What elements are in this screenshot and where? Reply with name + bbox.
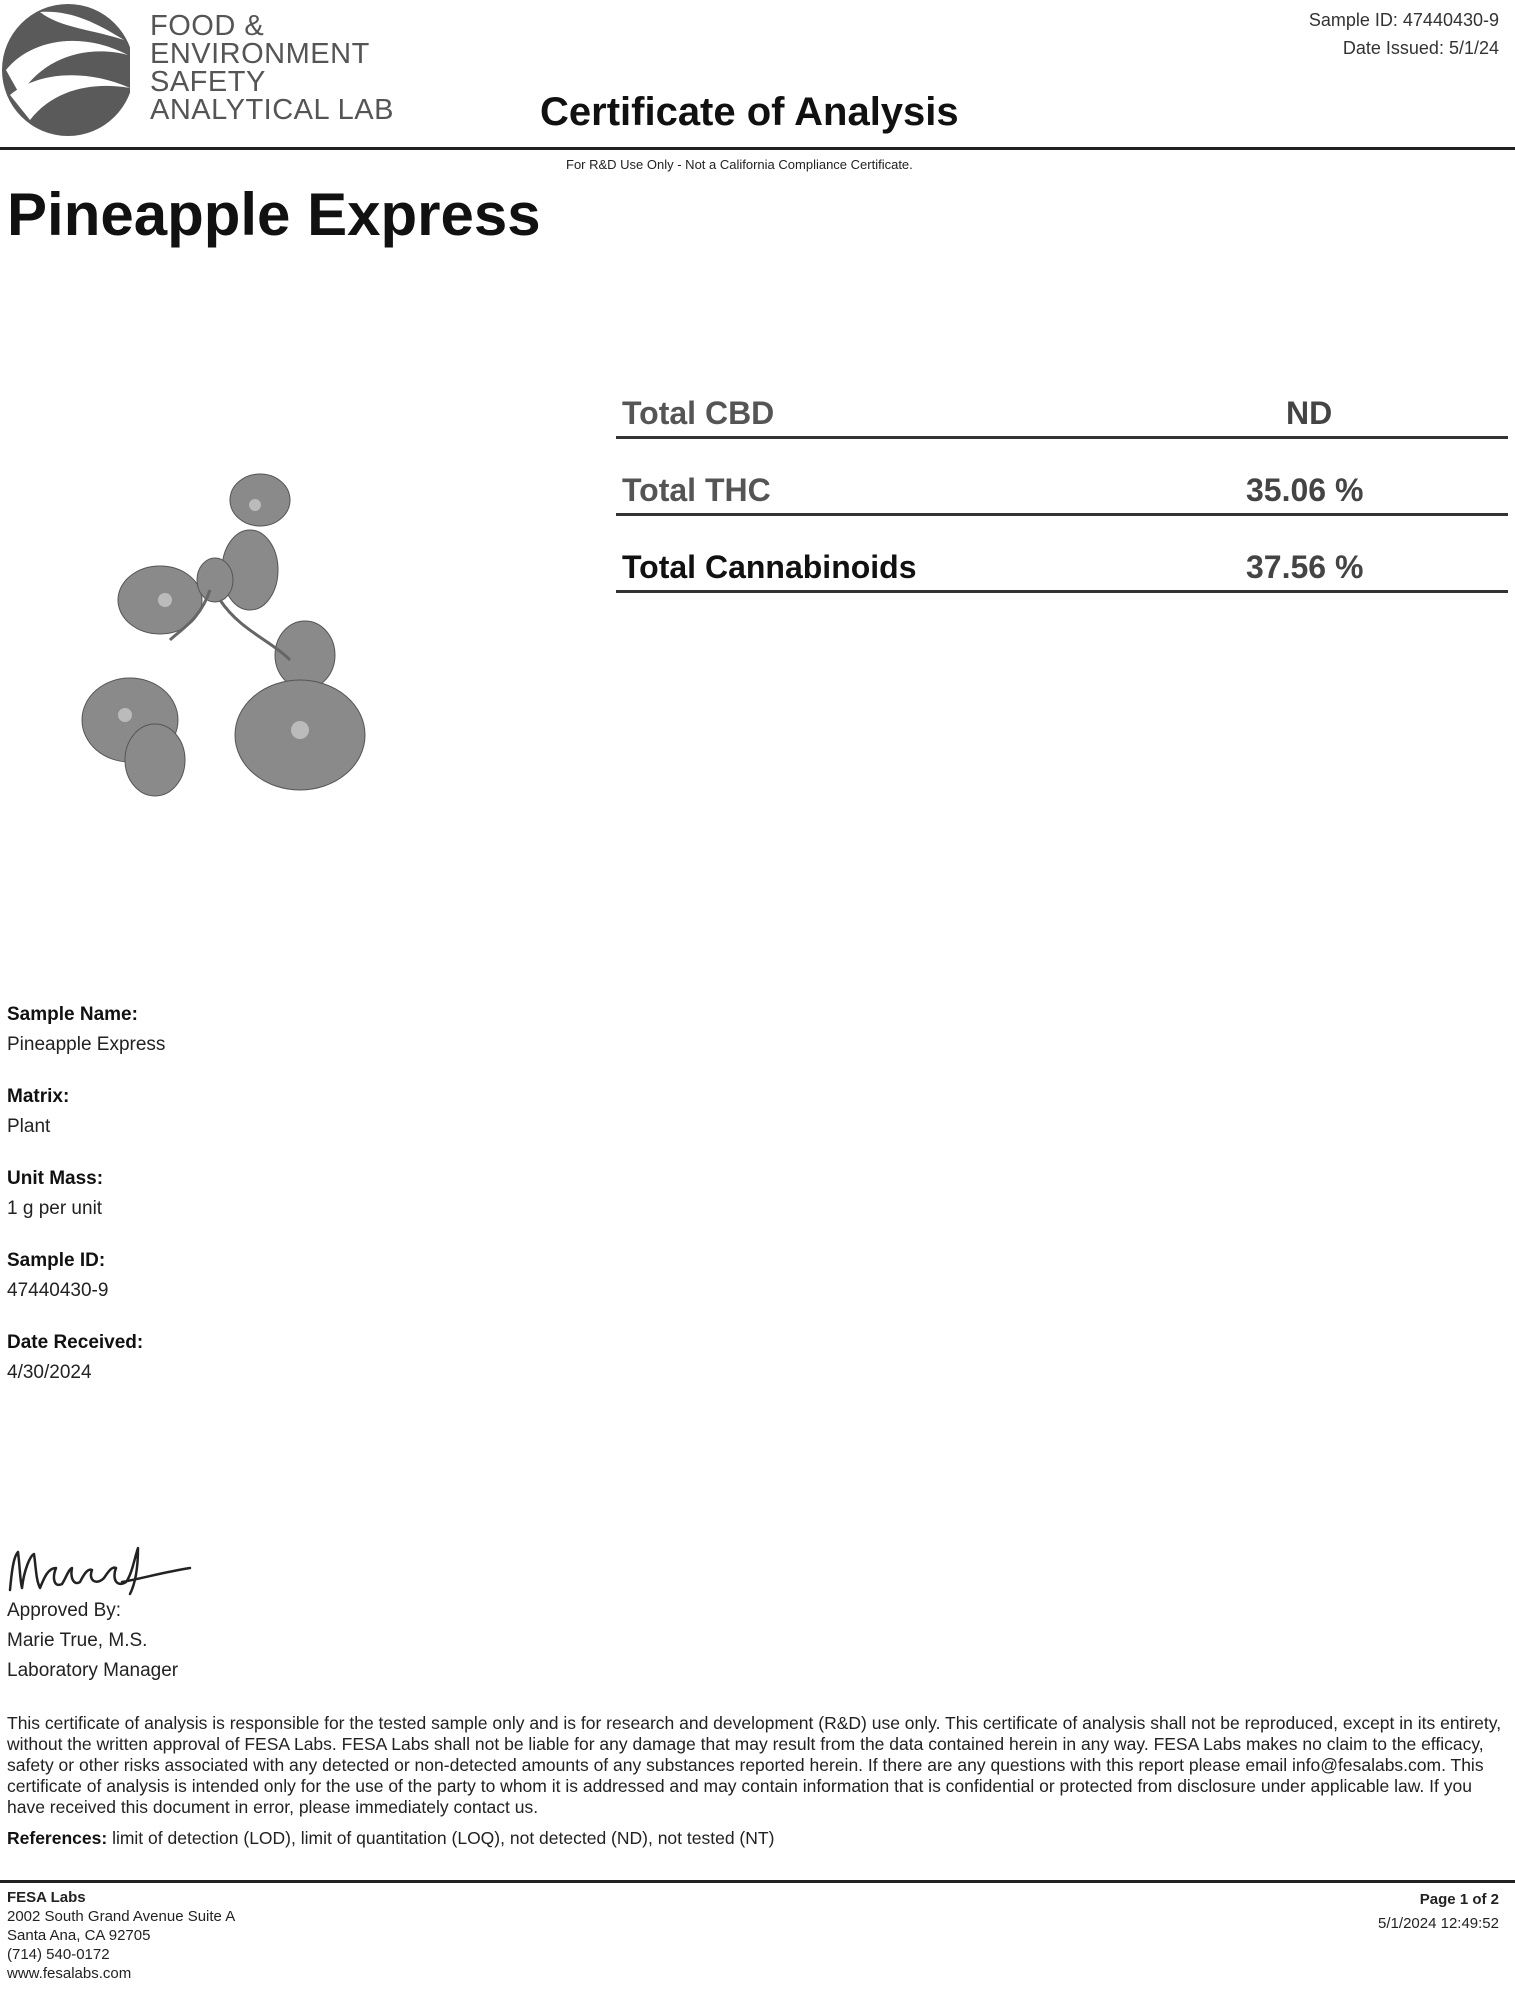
detail-field [7, 1328, 607, 1388]
approved-by-label: Approved By: [7, 1600, 122, 1621]
summary-label: Total THC [622, 472, 771, 508]
summary-row [616, 516, 1508, 593]
summary-value: ND [1286, 395, 1333, 431]
footer-divider [0, 1880, 1515, 1883]
page-number: Page 1 of 2 [1419, 1891, 1499, 1908]
approval-block [7, 1596, 178, 1686]
detail-value: 1 g per unit [7, 1198, 103, 1219]
summary-value: 37.56 % [1246, 549, 1364, 585]
summary-value: 35.06 % [1246, 472, 1364, 508]
detail-field [7, 1000, 607, 1060]
references-text: limit of detection (LOD), limit of quantitation (LOQ), not detected (ND), not tested (NT) [107, 1828, 775, 1848]
detail-label: Unit Mass: [7, 1168, 104, 1189]
detail-field [7, 1246, 607, 1306]
lab-name-line: ANALYTICAL LAB [150, 94, 394, 126]
header-date-issued: Date Issued: 5/1/24 [1342, 38, 1499, 58]
detail-value: Pineapple Express [7, 1034, 166, 1055]
detail-label: Sample Name: [7, 1004, 138, 1025]
header-meta [1309, 6, 1499, 62]
summary-label: Total CBD [622, 395, 775, 431]
product-title: Pineapple Express [7, 181, 541, 248]
signature-icon [4, 1538, 194, 1598]
detail-value: 4/30/2024 [7, 1362, 92, 1383]
detail-field [7, 1164, 607, 1224]
lab-logo-icon [0, 0, 130, 140]
rd-use-note: For R&D Use Only - Not a California Compliance Certificate. [566, 157, 913, 172]
detail-label: Date Received: [7, 1332, 144, 1353]
detail-label: Sample ID: [7, 1250, 106, 1271]
lab-name-line: SAFETY [150, 66, 266, 98]
detail-value: 47440430-9 [7, 1280, 109, 1301]
sample-details [7, 1000, 607, 1410]
footer-phone: (714) 540-0172 [7, 1946, 110, 1963]
footer-timestamp: 5/1/2024 12:49:52 [1378, 1915, 1499, 1932]
summary-row [616, 362, 1508, 439]
lab-name-line: FOOD & [150, 10, 265, 42]
references-label: References: [7, 1828, 108, 1848]
lab-name [150, 12, 394, 124]
approver-name: Marie True, M.S. [7, 1630, 148, 1651]
product-image [60, 460, 400, 820]
header-sample-id: Sample ID: 47440430-9 [1308, 10, 1499, 30]
detail-value: Plant [7, 1116, 51, 1137]
document-title: Certificate of Analysis [540, 90, 959, 134]
footer-website: www.fesalabs.com [7, 1965, 132, 1982]
cannabinoid-summary [616, 362, 1508, 593]
summary-row [616, 439, 1508, 516]
approver-role: Laboratory Manager [7, 1660, 179, 1681]
footer-company: FESA Labs [7, 1889, 86, 1906]
header-divider [0, 147, 1515, 150]
footer-address [7, 1888, 235, 1983]
summary-label: Total Cannabinoids [622, 549, 917, 585]
detail-label: Matrix: [7, 1086, 70, 1107]
lab-name-line: ENVIRONMENT [150, 38, 370, 70]
footer-meta [1378, 1888, 1499, 1936]
disclaimer-text: This certificate of analysis is responsible for the tested sample only and is for research and development (R&D) use only. This certificate of analysis shall not be reproduced, except in its entirety, without the written approval of FESA Labs. FESA Labs shall not be liable for any damage that may result from the data contained herein in any way. FESA Labs makes no claim to the efficacy, safety or other risks associated with any detected or non-detected amounts of any substances reported herein. If there are any questions with this report please email info@fesalabs.com. This certificate of analysis is intended only for the use of the party to whom it is addressed and may contain information that is confidential or protected from disclosure under applicable law. If you have received this document in error, please immediately contact us. [7, 1713, 1502, 1817]
detail-field [7, 1082, 607, 1142]
footer-address-line: Santa Ana, CA 92705 [7, 1927, 151, 1944]
footer-address-line: 2002 South Grand Avenue Suite A [7, 1908, 236, 1925]
references [7, 1828, 774, 1849]
